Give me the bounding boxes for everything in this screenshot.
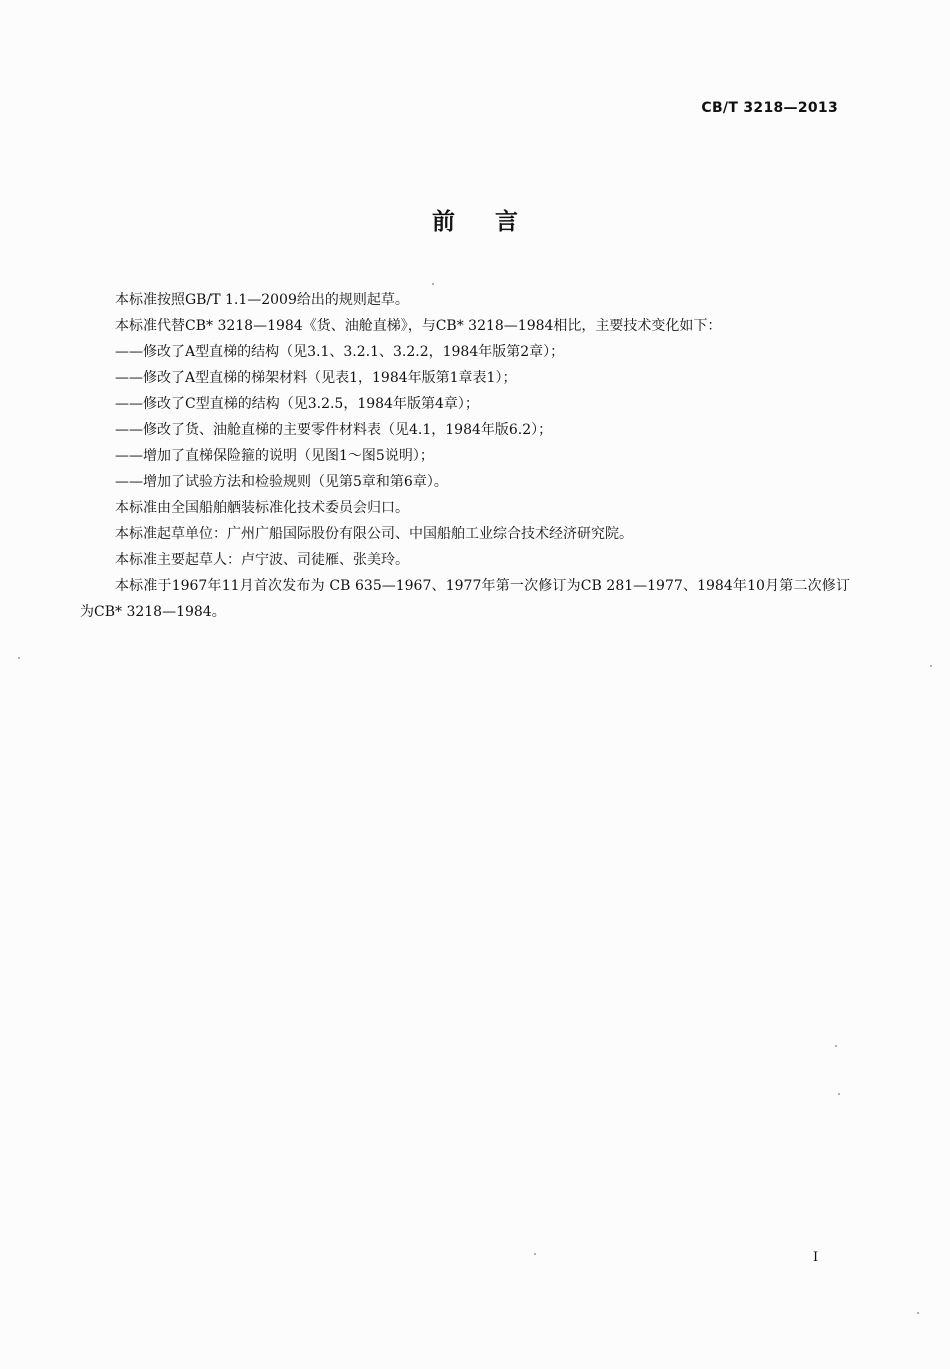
paragraph-replacement-note: 本标准代替CB* 3218—1984《货、油舱直梯》，与CB* 3218—1984相比，主要技术变化如下： [115, 318, 722, 334]
paragraph-drafting-units: 本标准起草单位：广州广船国际股份有限公司、中国船舶工业综合技术经济研究院。 [115, 526, 633, 542]
paragraph-history: 本标准于1967年11月首次发布为 CB 635—1967、1977年第一次修订为CB 281—1977、1984年10月第二次修订为CB* 3218—1984。 [80, 578, 850, 620]
scan-speck [432, 283, 434, 285]
scan-speck [838, 1093, 840, 1095]
scan-speck [930, 665, 932, 667]
paragraph-committee: 本标准由全国船舶舾装标准化技术委员会归口。 [115, 500, 409, 516]
standard-number: CB/T 3218—2013 [701, 100, 838, 116]
change-item: ——修改了货、油舱直梯的主要零件材料表（见4.1，1984年版6.2）； [115, 422, 553, 438]
change-item: ——增加了直梯保险箍的说明（见图1～图5说明）； [115, 448, 434, 464]
scan-speck [18, 657, 20, 659]
paragraph-drafting-rules: 本标准按照GB/T 1.1—2009给出的规则起草。 [115, 292, 409, 308]
scan-speck [917, 1312, 919, 1314]
change-item: ——修改了A型直梯的结构（见3.1、3.2.1、3.2.2，1984年版第2章）； [115, 344, 565, 360]
page-number: I [813, 1250, 819, 1265]
page-title: 前言 [432, 209, 558, 235]
scan-speck [534, 1253, 536, 1255]
change-item: ——增加了试验方法和检验规则（见第5章和第6章）。 [115, 474, 448, 490]
paragraph-drafters: 本标准主要起草人：卢宁波、司徒雁、张美玲。 [115, 552, 409, 568]
foreword-body [80, 287, 850, 625]
change-item: ——修改了C型直梯的结构（见3.2.5，1984年版第4章）； [115, 396, 479, 412]
scan-speck [835, 1045, 837, 1047]
change-item: ——修改了A型直梯的梯架材料（见表1，1984年版第1章表1）； [115, 370, 517, 386]
